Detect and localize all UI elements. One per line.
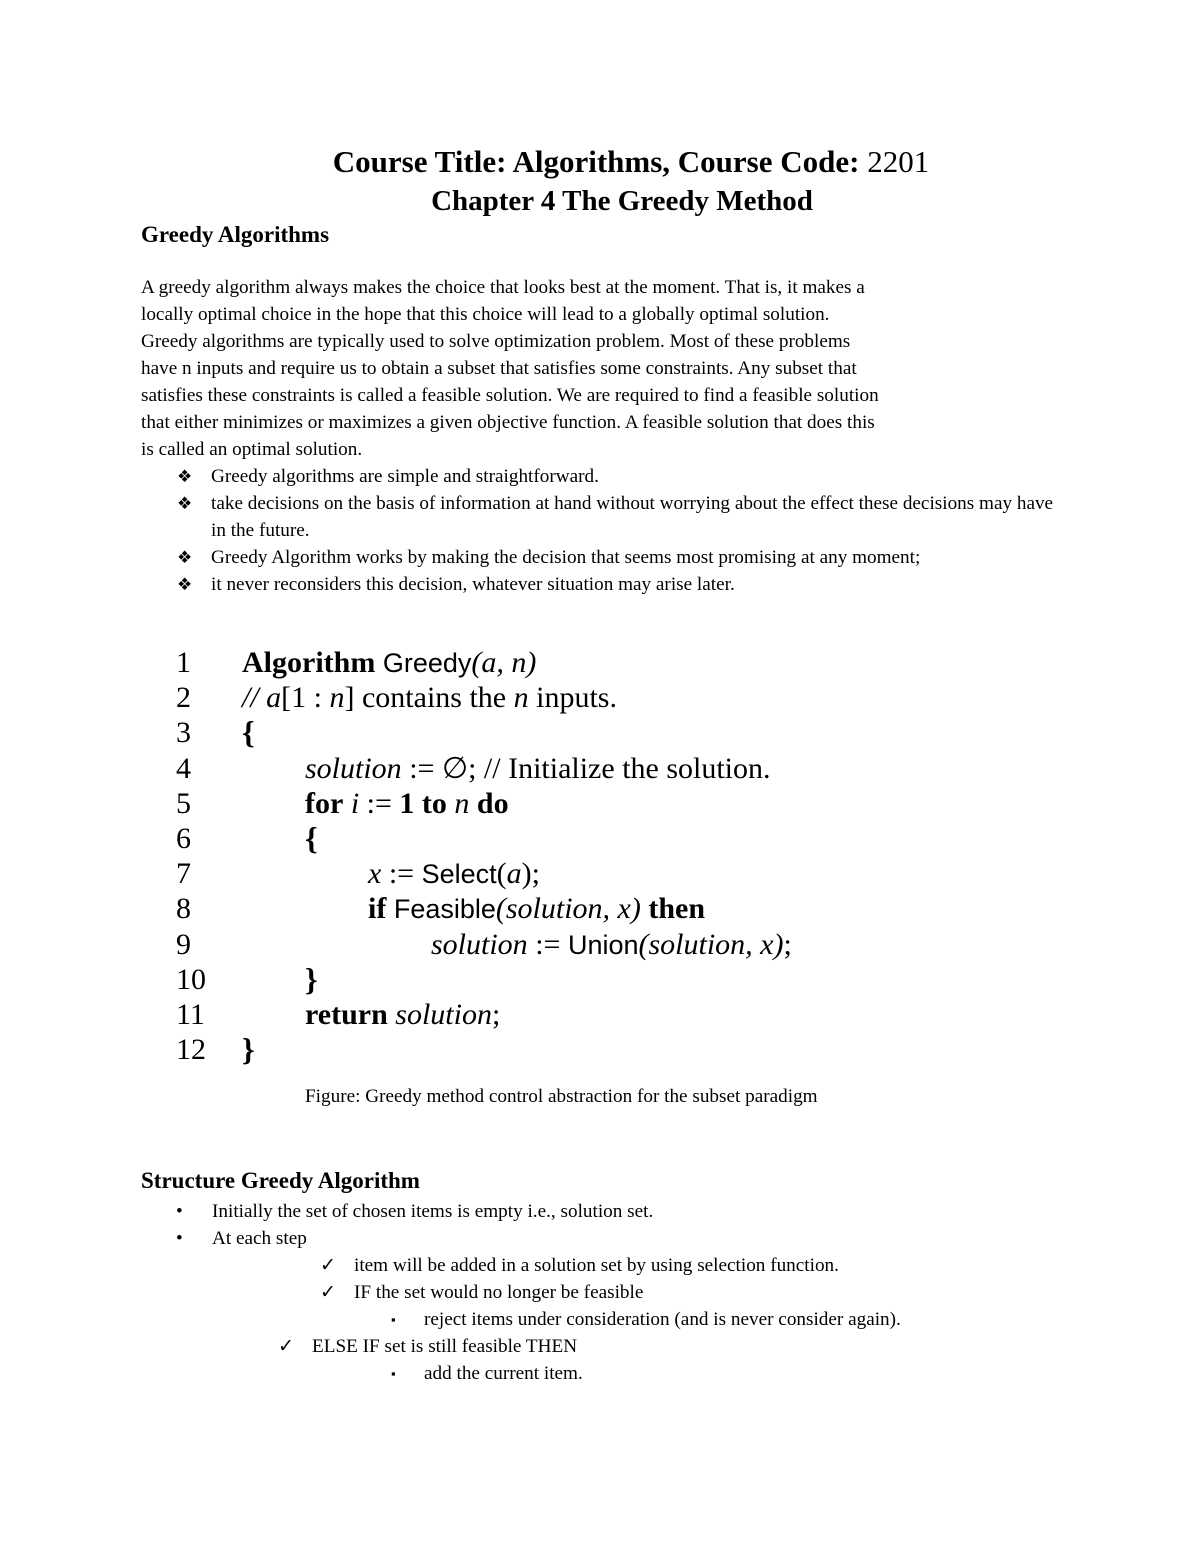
list-item-text: At each step [212,1228,307,1249]
keyword-to: to [421,786,447,820]
var-solution: solution [395,997,492,1031]
intro-paragraph [141,274,1061,463]
var-a: a [506,857,522,891]
range-open: [1 : [281,681,330,715]
assign-op: := [527,927,568,961]
code-line-12 [176,1032,1076,1067]
code-text [242,680,617,715]
list-item [177,490,1057,544]
bullet-icon: • [176,1228,183,1249]
list-item [177,571,1057,598]
line-number: 6 [176,821,191,855]
comment-text: ] contains the [344,681,514,715]
line-number: 11 [176,997,205,1031]
code-line-10 [176,962,1076,997]
code-line-11 [176,997,1076,1032]
close-brace: } [305,960,318,997]
paragraph-line: locally optimal choice in the hope that this choice will lead to a globally optimal solution. [141,304,830,325]
list-item-text: IF the set would no longer be feasible [354,1282,644,1303]
code-text [305,786,509,821]
paren-open: ( [496,857,507,891]
square-bullet-icon: ▪ [391,1312,396,1327]
code-text [242,645,536,681]
list-item-text: item will be added in a solution set by using selection function. [354,1255,839,1276]
code-text [431,927,792,963]
var-a: a [266,681,282,715]
checkmark-icon: ✓ [278,1336,295,1357]
code-text [368,891,705,927]
line-number: 5 [176,786,191,820]
paragraph-line: A greedy algorithm always makes the choice that looks best at the moment. That is, it makes a [141,277,865,298]
checkmark-icon: ✓ [320,1282,337,1303]
line-number: 10 [176,962,206,996]
list-item-text: it never reconsiders this decision, whatever situation may arise later. [211,574,735,595]
open-brace: { [305,819,318,856]
var-n: n [454,786,470,820]
code-line-5 [176,786,1076,821]
algorithm-pseudocode [176,645,1076,1067]
keyword-algorithm: Algorithm [242,646,376,679]
paragraph-line: is called an optimal solution. [141,439,363,460]
list-item-text: ELSE IF set is still feasible THEN [312,1336,578,1357]
assign-op: := [359,786,400,820]
statement-end: ; [491,997,501,1031]
function-name: Union [567,929,639,960]
keyword-if: if [368,892,387,926]
keyword-do: do [476,786,509,820]
chapter-title: Chapter 4 The Greedy Method [431,185,813,217]
literal-one: 1 [399,786,415,820]
course-code: 2201 [867,144,930,179]
function-name: Greedy [382,648,472,678]
diamond-bullet-icon: ❖ [177,575,193,594]
paragraph-line: have n inputs and require us to obtain a subset that satisfies some constraints. Any subset that [141,358,857,379]
statement-end: ; [783,927,792,961]
list-item-text: add the current item. [424,1363,583,1384]
list-item-text: take decisions on the basis of information at hand without worrying about the effect these decisions may have in the future. [211,493,1054,541]
code-line-6 [176,821,1076,856]
paragraph-line: that either minimizes or maximizes a given objective function. A feasible solution that does this [141,412,875,433]
figure-caption: Figure: Greedy method control abstraction for the subset paradigm [305,1086,818,1107]
code-line-7 [176,856,1076,891]
function-name: Feasible [393,894,496,925]
comment-tail: inputs. [528,681,617,715]
code-line-1 [176,645,1076,680]
list-item [177,544,1057,571]
function-args: (solution, x) [495,892,641,926]
code-line-8 [176,891,1076,926]
code-text [305,751,771,786]
line-number: 8 [176,892,191,926]
assign-text: := ∅; // Initialize the solution. [401,751,771,785]
function-name: Select [421,859,497,890]
list-item-text: Greedy algorithms are simple and straightforward. [211,466,599,487]
diamond-bullet-icon: ❖ [177,548,193,567]
open-brace: { [242,714,255,751]
close-brace: } [242,1031,255,1068]
keyword-then: then [648,892,706,926]
keyword-return: return [305,997,388,1031]
line-number: 12 [176,1033,206,1067]
list-item [177,463,1057,490]
line-number: 2 [176,681,191,715]
line-number: 1 [176,646,191,679]
function-args: (a, n) [471,646,537,679]
var-n: n [329,681,345,715]
assign-op: := [381,857,422,891]
code-line-2 [176,680,1076,715]
code-text [305,997,500,1032]
paragraph-line: Greedy algorithms are typically used to solve optimization problem. Most of these problems [141,331,851,352]
code-line-3 [176,715,1076,750]
code-text [368,856,540,892]
paren-close: ); [521,857,540,891]
diamond-bullet-icon: ❖ [177,494,193,513]
keyword-for: for [305,786,344,820]
list-item-text: Greedy Algorithm works by making the decision that seems most promising at any moment; [211,547,921,568]
var-i: i [350,786,360,820]
function-args: (solution, x) [638,927,784,961]
section-heading-structure: Structure Greedy Algorithm [141,1168,420,1193]
course-title-text: Course Title: Algorithms, Course Code: [332,144,860,179]
list-item-text: Initially the set of chosen items is empty i.e., solution set. [212,1201,654,1222]
line-number: 4 [176,751,191,785]
paragraph-line: satisfies these constraints is called a feasible solution. We are required to find a feasible solution [141,385,879,406]
var-n: n [513,681,529,715]
comment-marker: // [242,681,259,715]
var-solution: solution [431,927,528,961]
bullet-icon: • [176,1201,183,1222]
code-line-4 [176,751,1076,786]
code-line-9 [176,927,1076,962]
course-title [0,142,1200,182]
var-x: x [368,857,382,891]
characteristics-list [177,463,1057,598]
section-heading-greedy-algorithms: Greedy Algorithms [141,222,330,247]
square-bullet-icon: ▪ [391,1366,396,1381]
checkmark-icon: ✓ [320,1255,337,1276]
diamond-bullet-icon: ❖ [177,467,193,486]
list-item-text: reject items under consideration (and is never consider again). [424,1309,901,1330]
line-number: 7 [176,857,191,891]
var-solution: solution [305,751,402,785]
line-number: 9 [176,927,191,961]
line-number: 3 [176,716,191,750]
